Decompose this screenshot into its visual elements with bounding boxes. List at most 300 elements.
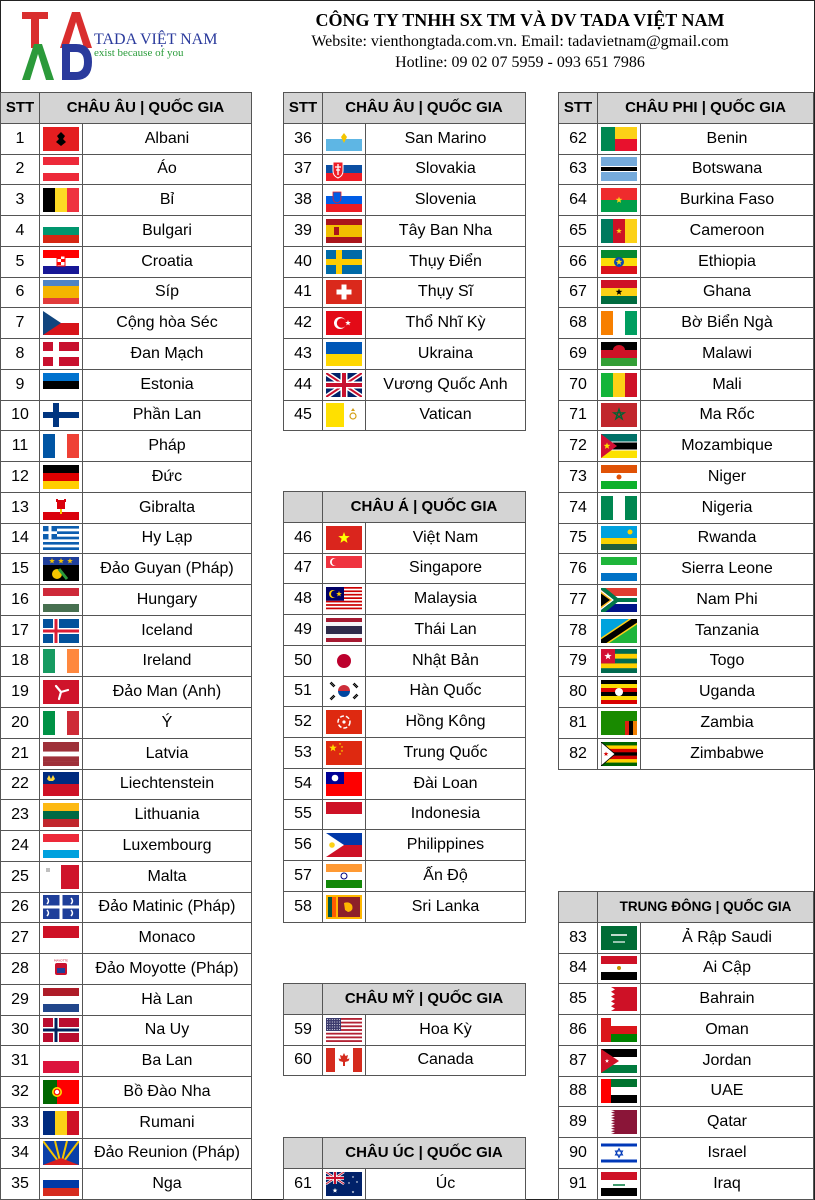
flag-cell <box>323 584 366 615</box>
row-number: 63 <box>559 154 598 185</box>
flag-cell <box>40 246 83 277</box>
table-row <box>1 277 252 308</box>
guadeloupe-flag-icon <box>43 557 79 581</box>
country-name: Togo <box>641 646 814 677</box>
row-number: 79 <box>559 646 598 677</box>
iceland-flag-icon <box>43 619 79 643</box>
flag-cell <box>40 1138 83 1169</box>
botswana-flag-icon <box>601 157 637 181</box>
country-name: Ý <box>83 708 252 739</box>
mali-flag-icon <box>601 373 637 397</box>
flag-cell <box>40 646 83 677</box>
flag-cell <box>598 1015 641 1046</box>
denmark-flag-icon <box>43 342 79 366</box>
flag-cell <box>323 830 366 861</box>
country-name: Malta <box>83 861 252 892</box>
row-number: 1 <box>1 123 40 154</box>
table-row <box>1 400 252 431</box>
sierraleone-flag-icon <box>601 557 637 581</box>
flag-cell <box>598 339 641 370</box>
table-row <box>559 1107 814 1138</box>
table-row <box>1 369 252 400</box>
ukraine-flag-icon <box>326 342 362 366</box>
table-row <box>284 830 526 861</box>
row-number: 5 <box>1 246 40 277</box>
india-flag-icon <box>326 864 362 888</box>
column-header-region: TRUNG ĐÔNG | QUỐC GIA <box>598 892 814 923</box>
country-name: Áo <box>83 154 252 185</box>
table-row <box>1 1077 252 1108</box>
row-number: 81 <box>559 708 598 739</box>
thailand-flag-icon <box>326 618 362 642</box>
country-name: Ấn Độ <box>366 861 526 892</box>
rwanda-flag-icon <box>601 526 637 550</box>
flag-cell <box>40 923 83 954</box>
svg-text:MAYOTTE: MAYOTTE <box>54 958 68 963</box>
table-row <box>1 1015 252 1046</box>
row-number: 36 <box>284 123 323 154</box>
flag-cell <box>598 462 641 493</box>
flag-cell <box>598 154 641 185</box>
row-number: 21 <box>1 738 40 769</box>
malawi-flag-icon <box>601 342 637 366</box>
row-number: 33 <box>1 1107 40 1138</box>
column-header-blank <box>284 984 323 1015</box>
country-name: Bulgari <box>83 216 252 247</box>
flag-cell <box>323 676 366 707</box>
country-name: Iraq <box>641 1168 814 1199</box>
column-header-stt: STT <box>284 93 323 124</box>
row-number: 82 <box>559 738 598 769</box>
table-row <box>1 984 252 1015</box>
table-asia <box>283 491 526 923</box>
table-row <box>284 584 526 615</box>
table-row <box>284 308 526 339</box>
flag-cell <box>598 400 641 431</box>
company-name: CÔNG TY TNHH SX TM VÀ DV TADA VIỆT NAM <box>315 10 725 30</box>
row-number: 45 <box>284 400 323 431</box>
country-name: Nhật Bản <box>366 645 526 676</box>
table-row <box>284 400 526 431</box>
country-name: Philippines <box>366 830 526 861</box>
flag-cell <box>323 185 366 216</box>
reunion-flag-icon <box>43 1141 79 1165</box>
logo-text: TADA VIỆT NAM <box>94 31 218 48</box>
flag-cell <box>323 246 366 277</box>
table-row <box>284 339 526 370</box>
sweden-flag-icon <box>326 250 362 274</box>
country-name: Bồ Đào Nha <box>83 1077 252 1108</box>
japan-flag-icon <box>326 649 362 673</box>
table-row <box>284 246 526 277</box>
column-header-region: CHÂU Á | QUỐC GIA <box>323 492 526 523</box>
row-number: 59 <box>284 1014 323 1045</box>
flag-cell <box>40 123 83 154</box>
country-name: Hàn Quốc <box>366 676 526 707</box>
flag-cell <box>40 585 83 616</box>
table-row <box>284 891 526 922</box>
country-name: Ai Cập <box>641 953 814 984</box>
country-name: Jordan <box>641 1045 814 1076</box>
flag-cell <box>40 738 83 769</box>
table-row <box>559 154 814 185</box>
country-name: Sri Lanka <box>366 891 526 922</box>
egypt-flag-icon <box>601 956 637 980</box>
jordan-flag-icon <box>601 1049 637 1073</box>
slovenia-flag-icon <box>326 188 362 212</box>
russia-flag-icon <box>43 1172 79 1196</box>
flag-cell <box>323 861 366 892</box>
table-row <box>1 1107 252 1138</box>
lithuania-flag-icon <box>43 803 79 827</box>
flag-cell <box>598 185 641 216</box>
flag-cell <box>598 708 641 739</box>
row-number: 72 <box>559 431 598 462</box>
australia-flag-icon <box>326 1172 362 1196</box>
row-number: 75 <box>559 523 598 554</box>
table-row <box>559 216 814 247</box>
row-number: 3 <box>1 185 40 216</box>
row-number: 88 <box>559 1076 598 1107</box>
table-row <box>559 523 814 554</box>
country-name: Indonesia <box>366 799 526 830</box>
row-number: 7 <box>1 308 40 339</box>
italy-flag-icon <box>43 711 79 735</box>
flag-cell <box>40 615 83 646</box>
flag-cell <box>598 369 641 400</box>
country-name: Hà Lan <box>83 984 252 1015</box>
country-name: Tây Ban Nha <box>366 216 526 247</box>
mayotte-flag-icon <box>43 957 79 981</box>
table-row <box>1 892 252 923</box>
row-number: 52 <box>284 707 323 738</box>
row-number: 47 <box>284 553 323 584</box>
flag-cell <box>323 1014 366 1045</box>
flag-cell <box>323 339 366 370</box>
country-name: Bỉ <box>83 185 252 216</box>
table-row <box>1 431 252 462</box>
table-row <box>559 646 814 677</box>
country-name: Bahrain <box>641 984 814 1015</box>
netherlands-flag-icon <box>43 988 79 1012</box>
zimbabwe-flag-icon <box>601 742 637 766</box>
flag-cell <box>598 523 641 554</box>
table-row <box>559 462 814 493</box>
country-name: Malawi <box>641 339 814 370</box>
country-name: Vatican <box>366 400 526 431</box>
row-number: 77 <box>559 585 598 616</box>
row-number: 68 <box>559 308 598 339</box>
table-row <box>1 492 252 523</box>
croatia-flag-icon <box>43 250 79 274</box>
column-header-region: CHÂU ÚC | QUỐC GIA <box>323 1138 526 1169</box>
country-name: Nam Phi <box>641 585 814 616</box>
uganda-flag-icon <box>601 680 637 704</box>
france-flag-icon <box>43 434 79 458</box>
country-name: Slovakia <box>366 154 526 185</box>
austria-flag-icon <box>43 157 79 181</box>
row-number: 35 <box>1 1169 40 1200</box>
page-header <box>0 0 815 92</box>
country-name: Thụy Điển <box>366 246 526 277</box>
table-row <box>1 339 252 370</box>
column-header-region: CHÂU PHI | QUỐC GIA <box>598 93 814 124</box>
country-name: Luxembourg <box>83 831 252 862</box>
column-header-region: CHÂU MỸ | QUỐC GIA <box>323 984 526 1015</box>
country-name: Đảo Guyan (Pháp) <box>83 554 252 585</box>
vatican-flag-icon <box>326 403 362 427</box>
flag-cell <box>323 553 366 584</box>
country-name: Na Uy <box>83 1015 252 1046</box>
malta-flag-icon <box>43 865 79 889</box>
row-number: 91 <box>559 1168 598 1199</box>
table-row <box>559 185 814 216</box>
table-row <box>1 800 252 831</box>
flag-cell <box>323 615 366 646</box>
country-name: Zimbabwe <box>641 738 814 769</box>
table-africa <box>558 92 814 770</box>
country-name: Vương Quốc Anh <box>366 369 526 400</box>
table-row <box>1 462 252 493</box>
latvia-flag-icon <box>43 742 79 766</box>
hongkong-flag-icon <box>326 710 362 734</box>
row-number: 15 <box>1 554 40 585</box>
row-number: 8 <box>1 339 40 370</box>
row-number: 70 <box>559 369 598 400</box>
flag-cell <box>323 216 366 247</box>
country-name: Ukraina <box>366 339 526 370</box>
table-row <box>1 185 252 216</box>
flag-cell <box>40 154 83 185</box>
flag-cell <box>323 400 366 431</box>
table-row <box>559 123 814 154</box>
table-row <box>284 522 526 553</box>
table-row <box>284 553 526 584</box>
country-name: Singapore <box>366 553 526 584</box>
row-number: 25 <box>1 861 40 892</box>
country-name: Estonia <box>83 369 252 400</box>
flag-cell <box>598 677 641 708</box>
flag-cell <box>40 1169 83 1200</box>
country-name: Tanzania <box>641 615 814 646</box>
flag-cell <box>323 799 366 830</box>
flag-cell <box>40 462 83 493</box>
column-header-stt: STT <box>1 93 40 124</box>
table-row <box>284 185 526 216</box>
row-number: 30 <box>1 1015 40 1046</box>
poland-flag-icon <box>43 1049 79 1073</box>
flag-cell <box>40 708 83 739</box>
country-name: Đảo Moyotte (Pháp) <box>83 954 252 985</box>
column-header-blank <box>284 492 323 523</box>
table-row <box>284 1045 526 1076</box>
table-row <box>559 984 814 1015</box>
table-middle-east <box>558 891 814 1200</box>
table-row <box>1 1138 252 1169</box>
row-number: 29 <box>1 984 40 1015</box>
table-row <box>559 708 814 739</box>
flag-cell <box>323 369 366 400</box>
table-row <box>284 645 526 676</box>
row-number: 69 <box>559 339 598 370</box>
flag-cell <box>40 984 83 1015</box>
row-number: 16 <box>1 585 40 616</box>
table-row <box>284 1168 526 1199</box>
flag-cell <box>598 922 641 953</box>
indonesia-flag-icon <box>326 802 362 826</box>
iraq-flag-icon <box>601 1172 637 1196</box>
country-name: Latvia <box>83 738 252 769</box>
row-number: 19 <box>1 677 40 708</box>
table-row <box>1 708 252 739</box>
country-name: Úc <box>366 1168 526 1199</box>
table-europe-left <box>0 92 252 1200</box>
column-header-blank <box>284 1138 323 1169</box>
country-name: Uganda <box>641 677 814 708</box>
flag-cell <box>598 216 641 247</box>
table-row <box>559 1045 814 1076</box>
flag-cell <box>40 339 83 370</box>
saudi-flag-icon <box>601 926 637 950</box>
slovakia-flag-icon <box>326 157 362 181</box>
table-row <box>1 954 252 985</box>
row-number: 87 <box>559 1045 598 1076</box>
country-name: Hy Lạp <box>83 523 252 554</box>
row-number: 49 <box>284 615 323 646</box>
row-number: 28 <box>1 954 40 985</box>
flag-cell <box>323 522 366 553</box>
country-name: Rumani <box>83 1107 252 1138</box>
table-row <box>284 216 526 247</box>
country-name: Đảo Reunion (Pháp) <box>83 1138 252 1169</box>
country-name: Canada <box>366 1045 526 1076</box>
table-row <box>1 646 252 677</box>
ireland-flag-icon <box>43 649 79 673</box>
ghana-flag-icon <box>601 280 637 304</box>
country-name: Hồng Kông <box>366 707 526 738</box>
country-name: San Marino <box>366 123 526 154</box>
row-number: 89 <box>559 1107 598 1138</box>
luxembourg-flag-icon <box>43 834 79 858</box>
flag-cell <box>40 400 83 431</box>
row-number: 10 <box>1 400 40 431</box>
flag-cell <box>598 646 641 677</box>
taiwan-flag-icon <box>326 772 362 796</box>
flag-cell <box>40 954 83 985</box>
country-name: Iceland <box>83 615 252 646</box>
table-row <box>1 523 252 554</box>
flag-cell <box>323 891 366 922</box>
country-name: Hungary <box>83 585 252 616</box>
row-number: 40 <box>284 246 323 277</box>
row-number: 56 <box>284 830 323 861</box>
flag-cell <box>598 1138 641 1169</box>
martinique-flag-icon <box>43 895 79 919</box>
table-oceania <box>283 1137 526 1200</box>
table-row <box>559 1076 814 1107</box>
uk-flag-icon <box>326 373 362 397</box>
column-header-blank <box>559 892 598 923</box>
row-number: 34 <box>1 1138 40 1169</box>
table-row <box>1 585 252 616</box>
czech-flag-icon <box>43 311 79 335</box>
table-row <box>559 922 814 953</box>
table-row <box>1 861 252 892</box>
table-row <box>1 615 252 646</box>
tada-logo-icon <box>18 10 98 82</box>
country-name: Thái Lan <box>366 615 526 646</box>
row-number: 17 <box>1 615 40 646</box>
table-row <box>1 554 252 585</box>
romania-flag-icon <box>43 1111 79 1135</box>
row-number: 90 <box>559 1138 598 1169</box>
china-flag-icon <box>326 741 362 765</box>
table-row <box>284 1014 526 1045</box>
table-row <box>284 738 526 769</box>
canada-flag-icon <box>326 1048 362 1072</box>
flag-cell <box>323 308 366 339</box>
flag-cell <box>598 984 641 1015</box>
table-row <box>559 308 814 339</box>
row-number: 12 <box>1 462 40 493</box>
row-number: 78 <box>559 615 598 646</box>
flag-cell <box>40 308 83 339</box>
togo-flag-icon <box>601 649 637 673</box>
san-marino-flag-icon <box>326 127 362 151</box>
country-name: Hoa Kỳ <box>366 1014 526 1045</box>
flag-cell <box>40 677 83 708</box>
liechtenstein-flag-icon <box>43 772 79 796</box>
row-number: 74 <box>559 492 598 523</box>
flag-cell <box>40 554 83 585</box>
country-name: Cộng hòa Séc <box>83 308 252 339</box>
country-name: Ghana <box>641 277 814 308</box>
logo-slogan: exist because of you <box>94 47 184 59</box>
row-number: 76 <box>559 554 598 585</box>
table-row <box>1 216 252 247</box>
flag-cell <box>40 861 83 892</box>
table-row <box>1 246 252 277</box>
row-number: 85 <box>559 984 598 1015</box>
country-name: Ireland <box>83 646 252 677</box>
row-number: 22 <box>1 769 40 800</box>
flag-cell <box>598 492 641 523</box>
table-row <box>559 554 814 585</box>
flag-cell <box>40 216 83 247</box>
country-name: Đức <box>83 462 252 493</box>
flag-cell <box>40 892 83 923</box>
country-name: Malaysia <box>366 584 526 615</box>
country-name: Đài Loan <box>366 768 526 799</box>
table-row <box>284 277 526 308</box>
row-number: 39 <box>284 216 323 247</box>
column-header-stt: STT <box>559 93 598 124</box>
row-number: 62 <box>559 123 598 154</box>
qatar-flag-icon <box>601 1110 637 1134</box>
row-number: 67 <box>559 277 598 308</box>
table-row <box>1 677 252 708</box>
row-number: 20 <box>1 708 40 739</box>
row-number: 14 <box>1 523 40 554</box>
flag-cell <box>40 1077 83 1108</box>
table-row <box>559 585 814 616</box>
country-name: Thụy Sĩ <box>366 277 526 308</box>
country-name: Trung Quốc <box>366 738 526 769</box>
monaco-flag-icon <box>43 926 79 950</box>
israel-flag-icon <box>601 1141 637 1165</box>
vietnam-flag-icon <box>326 526 362 550</box>
table-row <box>1 738 252 769</box>
